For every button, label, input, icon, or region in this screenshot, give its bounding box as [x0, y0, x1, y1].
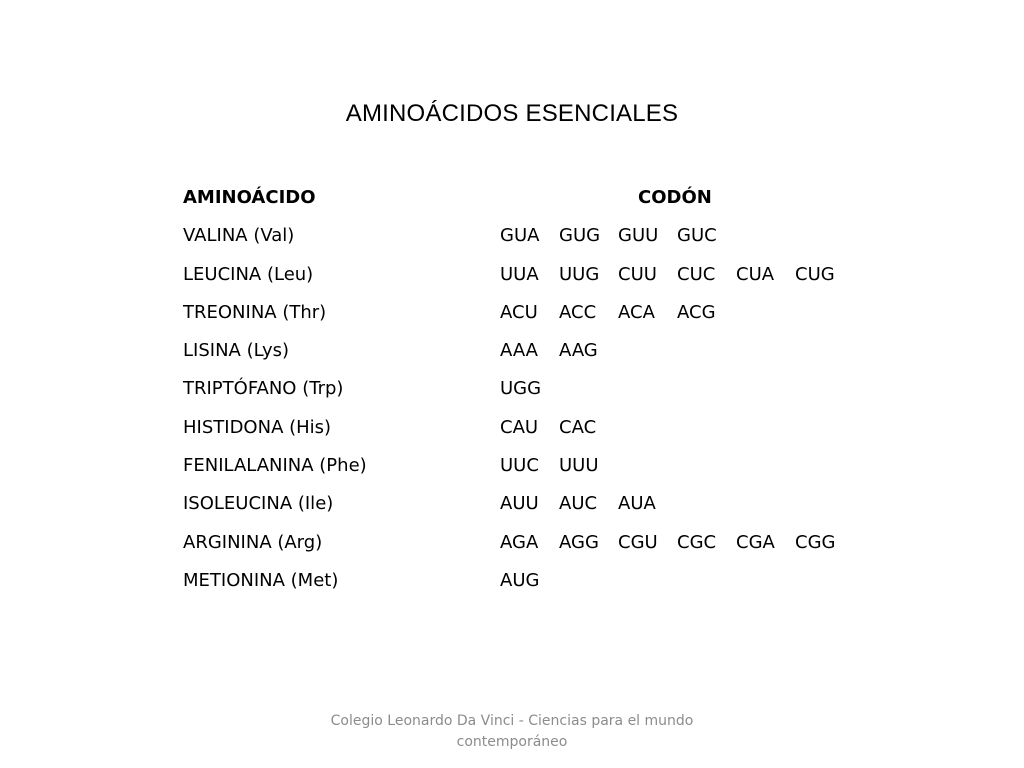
amino-acid-name: LEUCINA (Leu) — [183, 263, 314, 285]
codon: CUU — [618, 263, 657, 285]
codon: AUA — [618, 493, 656, 515]
codon: CAC — [559, 416, 597, 438]
table-row — [183, 416, 883, 454]
codon-list — [500, 492, 677, 516]
codon: UGG — [500, 378, 542, 400]
codon: CAU — [500, 416, 539, 438]
table-row — [183, 531, 883, 569]
codon: ACG — [677, 301, 716, 323]
codon: CUC — [677, 263, 716, 285]
codon: UUG — [559, 263, 600, 285]
table-row — [183, 301, 883, 339]
codon-list — [500, 569, 559, 593]
codon: AGA — [500, 531, 539, 553]
table-row — [183, 339, 883, 377]
amino-acid-column-header: AMINOÁCIDO — [183, 187, 316, 208]
codon: UUU — [559, 455, 599, 477]
codon: CGU — [618, 531, 658, 553]
amino-acid-name: METIONINA (Met) — [183, 569, 339, 591]
table-row — [183, 377, 883, 415]
codon: ACC — [559, 301, 597, 323]
codon-list — [500, 224, 736, 248]
amino-acid-name: ARGININA (Arg) — [183, 531, 323, 553]
codon: UUA — [500, 263, 539, 285]
table-header-row — [183, 186, 883, 224]
table-row — [183, 454, 883, 492]
codon: GUG — [559, 225, 601, 247]
amino-acid-name: ISOLEUCINA (Ile) — [183, 493, 334, 515]
slide-footer: Colegio Leonardo Da Vinci - Ciencias para el mundo contemporáneo — [330, 713, 694, 750]
amino-acid-name: TREONINA (Thr) — [183, 301, 327, 323]
codon-list — [500, 531, 854, 555]
codon: CGA — [736, 531, 775, 553]
codon: AUG — [500, 569, 540, 591]
amino-acid-name: TRIPTÓFANO (Trp) — [183, 378, 344, 400]
codon-list — [500, 416, 618, 440]
codon: AUU — [500, 493, 539, 515]
table-row — [183, 263, 883, 301]
codon-list — [500, 377, 559, 401]
codon: UUC — [500, 455, 539, 477]
amino-acid-name: HISTIDONA (His) — [183, 416, 332, 438]
codon: GUA — [500, 225, 540, 247]
amino-acid-name: VALINA (Val) — [183, 225, 295, 247]
table-row — [183, 492, 883, 530]
codon-list — [500, 301, 736, 325]
codon-list — [500, 339, 618, 363]
codon: GUU — [618, 225, 659, 247]
codon: CGC — [677, 531, 717, 553]
codon: AAA — [500, 340, 538, 362]
codon-list — [500, 263, 854, 287]
codon: AGG — [559, 531, 599, 553]
amino-acid-name: LISINA (Lys) — [183, 340, 290, 362]
table-row — [183, 569, 883, 607]
codon: ACU — [500, 301, 538, 323]
slide-title: AMINOÁCIDOS ESENCIALES — [345, 100, 679, 127]
codon: AAG — [559, 340, 598, 362]
codon: AUC — [559, 493, 598, 515]
amino-acid-table — [183, 186, 883, 607]
codon-list — [500, 454, 618, 478]
codon-column-header: CODÓN — [638, 187, 712, 208]
codon: ACA — [618, 301, 655, 323]
table-body — [183, 224, 883, 607]
codon: CUA — [736, 263, 775, 285]
amino-acid-name: FENILALANINA (Phe) — [183, 455, 367, 477]
codon: CGG — [795, 531, 836, 553]
codon: CUG — [795, 263, 835, 285]
codon: GUC — [677, 225, 717, 247]
table-row — [183, 224, 883, 262]
